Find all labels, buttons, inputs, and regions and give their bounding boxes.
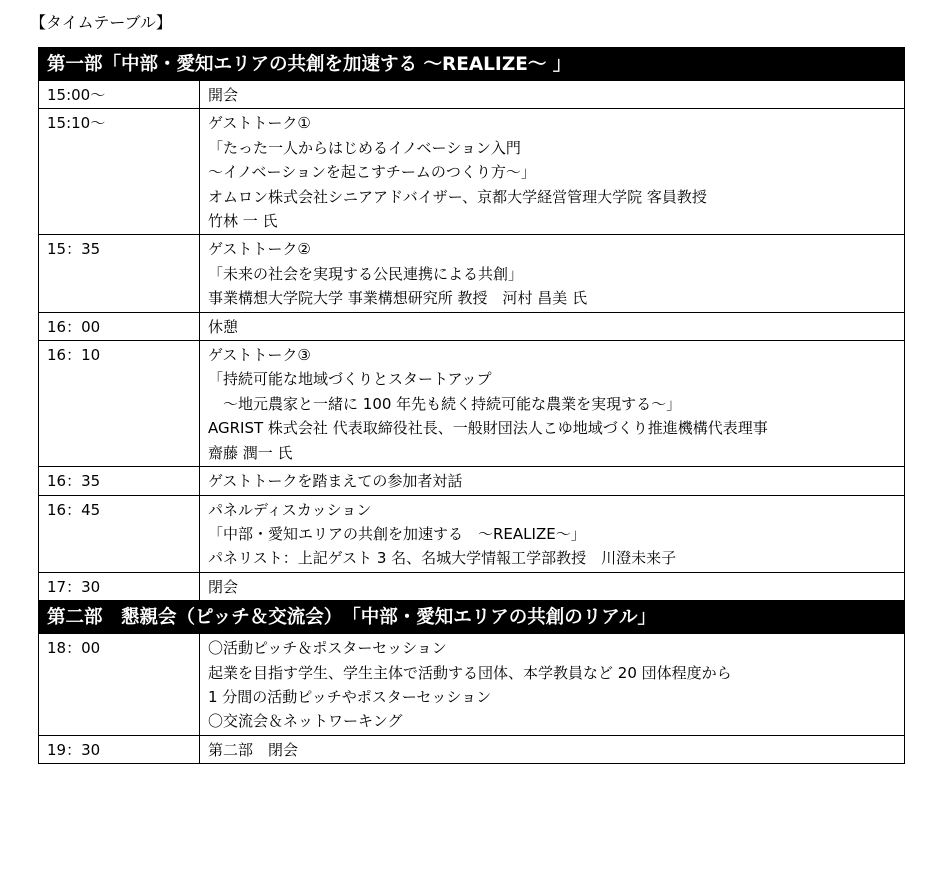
table-row	[39, 495, 905, 572]
table-row	[39, 634, 905, 736]
content-line: 「持続可能な地域づくりとスタートアップ	[208, 370, 492, 389]
content-line: ～地元農家と一緒に 100 年先も続く持続可能な農業を実現する～」	[208, 394, 682, 413]
content-line: 第二部 閉会	[208, 740, 299, 759]
content-cell	[200, 81, 905, 109]
content-cell	[200, 735, 905, 763]
content-cell	[200, 634, 905, 736]
time-cell: 15:00～	[39, 81, 200, 109]
content-line: ～イノベーションを起こすチームのつくり方～」	[208, 163, 536, 182]
table-row	[39, 312, 905, 340]
content-line: 「たった一人からはじめるイノベーション入門	[208, 138, 521, 157]
content-cell	[200, 341, 905, 467]
section-header-row	[39, 48, 905, 81]
table-row	[39, 341, 905, 467]
content-line: ゲストトーク②	[208, 240, 311, 259]
content-line: ゲストトークを踏まえての参加者対話	[208, 472, 463, 491]
timetable-body	[39, 48, 905, 764]
content-line: パネルディスカッション	[208, 500, 372, 519]
time-cell: 15:10～	[39, 109, 200, 235]
time-cell: 17：30	[39, 572, 200, 600]
content-line: 開会	[208, 86, 239, 104]
time-cell: 16：10	[39, 341, 200, 467]
content-line: 齋藤 潤一 氏	[208, 443, 293, 462]
content-line: 〇交流会＆ネットワーキング	[208, 712, 403, 731]
content-cell	[200, 572, 905, 600]
table-row	[39, 235, 905, 312]
section-header: 第一部「中部・愛知エリアの共創を加速する ～REALIZE～ 」	[39, 48, 905, 81]
table-row	[39, 467, 905, 495]
content-cell	[200, 312, 905, 340]
time-cell: 16：00	[39, 312, 200, 340]
time-cell: 16：35	[39, 467, 200, 495]
section-header-row	[39, 601, 905, 634]
content-line: 竹林 一 氏	[208, 212, 278, 231]
table-row	[39, 735, 905, 763]
table-row	[39, 109, 905, 235]
document-title: 【タイムテーブル】	[30, 13, 172, 32]
content-line: 閉会	[208, 577, 239, 596]
content-line: ゲストトーク③	[208, 346, 311, 365]
content-line: 「未来の社会を実現する公民連携による共創」	[208, 264, 524, 283]
time-cell: 19：30	[39, 735, 200, 763]
content-line: ゲストトーク①	[208, 114, 311, 133]
time-cell: 18：00	[39, 634, 200, 736]
content-cell	[200, 235, 905, 312]
table-row	[39, 572, 905, 600]
time-cell: 15：35	[39, 235, 200, 312]
content-line: 休憩	[208, 317, 239, 336]
content-line: 「中部・愛知エリアの共創を加速する ～REALIZE～」	[208, 524, 586, 543]
content-line: 1 分間の活動ピッチやポスターセッション	[208, 687, 492, 706]
content-cell	[200, 495, 905, 572]
content-line: パネリスト：上記ゲスト 3 名、名城大学情報工学部教授 川澄未来子	[208, 549, 677, 568]
section-header: 第二部 懇親会（ピッチ＆交流会） 「中部・愛知エリアの共創のリアル」	[39, 601, 905, 634]
content-cell	[200, 109, 905, 235]
time-cell: 16：45	[39, 495, 200, 572]
content-line: 事業構想大学院大学 事業構想研究所 教授 河村 昌美 氏	[208, 289, 588, 308]
content-line: 〇活動ピッチ＆ポスターセッション	[208, 639, 447, 658]
content-line: AGRIST 株式会社 代表取締役社長、一般財団法人こゆ地域づくり推進機構代表理事	[208, 419, 768, 438]
table-row	[39, 81, 905, 109]
timetable	[38, 47, 905, 764]
content-cell	[200, 467, 905, 495]
content-line: オムロン株式会社シニアアドバイザー、京都大学経営管理大学院 客員教授	[208, 187, 707, 206]
content-line: 起業を目指す学生、学生主体で活動する団体、本学教員など 20 団体程度から	[208, 663, 732, 682]
